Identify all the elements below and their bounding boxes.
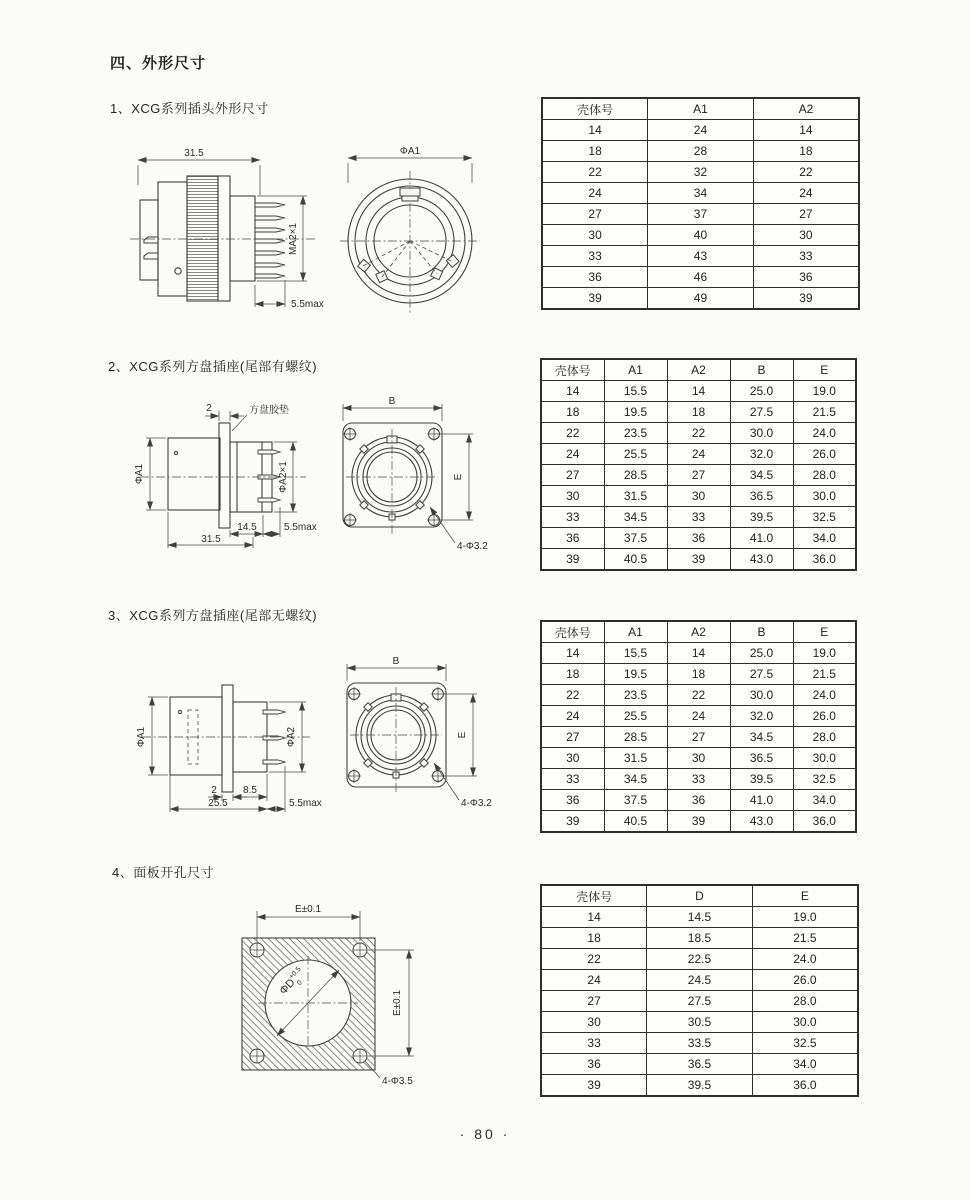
table-cell: 22.5: [647, 949, 753, 970]
table-cell: 27: [753, 204, 859, 225]
table-cell: 39: [541, 811, 604, 833]
table-cell: 30.5: [647, 1012, 753, 1033]
table-cell: 37: [648, 204, 754, 225]
table-cell: 40: [648, 225, 754, 246]
table-row: [542, 183, 859, 204]
column-header: B: [730, 621, 793, 643]
table-cell: 18: [541, 402, 604, 423]
table-row: [541, 949, 858, 970]
table-row: [541, 402, 856, 423]
column-header: D: [647, 885, 753, 907]
dim-mid-length: 14.5: [237, 522, 257, 533]
column-header: A2: [667, 621, 730, 643]
table-cell: 22: [753, 162, 859, 183]
table-cell: 18: [542, 141, 648, 162]
table-cell: 27.5: [647, 991, 753, 1012]
dim-tail: 5.5max: [291, 299, 324, 310]
dim-tail: 5.5max: [289, 798, 322, 809]
table-cell: 18: [541, 664, 604, 685]
dim-dia-a1: ΦA1: [134, 463, 145, 485]
table-cell: 24.0: [793, 685, 856, 706]
table-cell: 26.0: [752, 970, 858, 991]
table-row: [541, 549, 856, 571]
table-cell: 19.0: [793, 381, 856, 402]
column-header: 壳体号: [541, 621, 604, 643]
dim-total-length: 31.5: [184, 148, 204, 159]
table-cell: 32.5: [752, 1033, 858, 1054]
table-cell: 18: [753, 141, 859, 162]
table-row: [541, 486, 856, 507]
column-header: A2: [667, 359, 730, 381]
table-cell: 33.5: [647, 1033, 753, 1054]
table-row: [541, 643, 856, 664]
table-cell: 26.0: [793, 706, 856, 727]
table-cell: 22: [541, 423, 604, 444]
dim-flange-width: B: [392, 656, 400, 667]
table-cell: 27: [667, 465, 730, 486]
mount-holes-label: 4-Φ3.5: [382, 1076, 413, 1087]
table-row: [541, 444, 856, 465]
table-cell: 33: [541, 769, 604, 790]
table-cell: 41.0: [730, 528, 793, 549]
table-cell: 31.5: [604, 748, 667, 769]
table-row: [541, 1033, 858, 1054]
table-cell: 22: [541, 949, 647, 970]
table-cell: 21.5: [793, 402, 856, 423]
table-cell: 46: [648, 267, 754, 288]
table-row: [541, 685, 856, 706]
table-row: [542, 204, 859, 225]
table-cell: 34.5: [604, 769, 667, 790]
table-cell: 39.5: [730, 769, 793, 790]
table-cell: 27.5: [730, 664, 793, 685]
table-cell: 36.0: [752, 1075, 858, 1097]
table-cell: 26.0: [793, 444, 856, 465]
table-cell: 30: [753, 225, 859, 246]
table-row: [541, 465, 856, 486]
table-cell: 18: [667, 664, 730, 685]
table-row: [542, 288, 859, 310]
table-cell: 37.5: [604, 790, 667, 811]
table-row: [541, 790, 856, 811]
column-header: E: [793, 359, 856, 381]
table-row: [541, 991, 858, 1012]
column-header: A2: [753, 98, 859, 120]
table-cell: 25.5: [604, 706, 667, 727]
table-row: [541, 907, 858, 928]
section-1-heading: 1、XCG系列插头外形尺寸: [110, 101, 269, 116]
table-row: [541, 970, 858, 991]
table-cell: 23.5: [604, 685, 667, 706]
panel-cutout-dimensions-table: [540, 884, 859, 1097]
table-cell: 30: [667, 486, 730, 507]
table-cell: 21.5: [752, 928, 858, 949]
column-header: E: [752, 885, 858, 907]
table-cell: 43.0: [730, 811, 793, 833]
plug-dimensions-table: [541, 97, 860, 310]
table-cell: 37.5: [604, 528, 667, 549]
table-cell: 28.0: [793, 465, 856, 486]
table-row: [542, 141, 859, 162]
table-row: [541, 528, 856, 549]
table-cell: 30.0: [730, 423, 793, 444]
dim-e-top: E±0.1: [294, 904, 322, 915]
table-cell: 39.5: [647, 1075, 753, 1097]
table-cell: 36.5: [730, 748, 793, 769]
table-cell: 19.0: [793, 643, 856, 664]
table-row: [541, 727, 856, 748]
table-header-row: [542, 98, 859, 120]
table-row: [541, 664, 856, 685]
table-row: [542, 162, 859, 183]
table-cell: 24: [753, 183, 859, 204]
dim-mid-length: 8.5: [243, 785, 257, 796]
table-cell: 27: [542, 204, 648, 225]
table-cell: 24: [648, 120, 754, 141]
table-cell: 34.5: [730, 465, 793, 486]
table-cell: 28.0: [793, 727, 856, 748]
table-header-row: [541, 621, 856, 643]
table-cell: 24: [541, 706, 604, 727]
table-cell: 32.0: [730, 444, 793, 465]
table-cell: 39.5: [730, 507, 793, 528]
dim-dia-a1: ΦA1: [136, 726, 147, 748]
dim-dia-a2: ΦA2×1: [278, 461, 289, 493]
table-cell: 25.5: [604, 444, 667, 465]
mount-holes-label: 4-Φ3.2: [457, 541, 488, 552]
section-3-heading: 3、XCG系列方盘插座(尾部无螺纹): [108, 608, 318, 623]
table-cell: 40.5: [604, 549, 667, 571]
table-cell: 39: [542, 288, 648, 310]
table-row: [541, 748, 856, 769]
dim-total-length: 31.5: [201, 534, 221, 545]
threaded-socket-dimensions-table: [540, 358, 857, 571]
table-cell: 24: [541, 444, 604, 465]
table-cell: 39: [667, 549, 730, 571]
flange-socket-plain-drawing: [110, 640, 530, 825]
dim-gasket-thickness: 2: [211, 785, 217, 796]
page-title: 四、外形尺寸: [110, 55, 207, 72]
table-cell: 36: [542, 267, 648, 288]
table-cell: 18.5: [647, 928, 753, 949]
table-cell: 33: [753, 246, 859, 267]
table-row: [541, 507, 856, 528]
table-cell: 36.5: [730, 486, 793, 507]
dim-total-length: 25.5: [208, 798, 228, 809]
table-cell: 19.5: [604, 402, 667, 423]
table-cell: 24: [667, 444, 730, 465]
table-cell: 27: [541, 991, 647, 1012]
table-cell: 32.5: [793, 507, 856, 528]
table-row: [541, 1012, 858, 1033]
table-cell: 33: [541, 1033, 647, 1054]
table-cell: 33: [542, 246, 648, 267]
table-cell: 19.0: [752, 907, 858, 928]
table-cell: 24: [667, 706, 730, 727]
table-cell: 36.0: [793, 811, 856, 833]
table-cell: 30: [667, 748, 730, 769]
page-number: · 80 ·: [459, 1126, 511, 1142]
table-cell: 36.5: [647, 1054, 753, 1075]
table-cell: 34.0: [793, 790, 856, 811]
table-cell: 22: [541, 685, 604, 706]
table-cell: 27: [541, 727, 604, 748]
table-cell: 25.0: [730, 381, 793, 402]
table-cell: 19.5: [604, 664, 667, 685]
table-row: [541, 381, 856, 402]
table-cell: 39: [667, 811, 730, 833]
table-row: [541, 423, 856, 444]
dim-dia-a1: ΦA1: [399, 146, 421, 157]
table-cell: 36: [667, 790, 730, 811]
table-cell: 28.5: [604, 727, 667, 748]
gasket-label: 方盘胶垫: [249, 405, 289, 416]
dim-hole-spacing: E: [457, 731, 468, 739]
table-cell: 24.0: [793, 423, 856, 444]
table-cell: 14: [667, 643, 730, 664]
table-cell: 27: [667, 727, 730, 748]
plug-outline-drawing: [110, 133, 530, 323]
table-cell: 34.0: [793, 528, 856, 549]
flange-socket-threaded-drawing: [110, 395, 530, 570]
column-header: A1: [604, 621, 667, 643]
table-cell: 28.0: [752, 991, 858, 1012]
dim-dia-d: $\Phi D^{+0.5}0$: [277, 965, 304, 998]
table-cell: 41.0: [730, 790, 793, 811]
table-cell: 32: [648, 162, 754, 183]
column-header: 壳体号: [541, 885, 647, 907]
table-cell: 14: [541, 907, 647, 928]
dim-hole-spacing: E: [453, 473, 464, 481]
table-cell: 14: [753, 120, 859, 141]
table-cell: 40.5: [604, 811, 667, 833]
table-cell: 28.5: [604, 465, 667, 486]
table-cell: 33: [667, 769, 730, 790]
table-header-row: [541, 359, 856, 381]
dim-e-right: E±0.1: [392, 989, 403, 1017]
column-header: B: [730, 359, 793, 381]
table-cell: 39: [753, 288, 859, 310]
table-cell: 34: [648, 183, 754, 204]
table-cell: 36: [541, 1054, 647, 1075]
table-cell: 15.5: [604, 643, 667, 664]
table-cell: 31.5: [604, 486, 667, 507]
table-cell: 36: [541, 528, 604, 549]
table-cell: 15.5: [604, 381, 667, 402]
table-cell: 36.0: [793, 549, 856, 571]
table-cell: 32.5: [793, 769, 856, 790]
section-2-heading: 2、XCG系列方盘插座(尾部有螺纹): [108, 359, 318, 374]
table-cell: 21.5: [793, 664, 856, 685]
table-row: [542, 225, 859, 246]
section-4-heading: 4、面板开孔尺寸: [112, 865, 215, 880]
dim-gasket-thickness: 2: [206, 403, 212, 414]
table-cell: 14: [541, 381, 604, 402]
table-cell: 36: [753, 267, 859, 288]
table-cell: 18: [667, 402, 730, 423]
table-cell: 14: [667, 381, 730, 402]
dim-flange-width: B: [388, 396, 396, 407]
dim-thread: MA2×1: [288, 223, 299, 255]
table-row: [542, 120, 859, 141]
table-cell: 25.0: [730, 643, 793, 664]
column-header: A1: [648, 98, 754, 120]
table-cell: 43.0: [730, 549, 793, 571]
column-header: 壳体号: [542, 98, 648, 120]
table-row: [541, 1054, 858, 1075]
table-cell: 30.0: [752, 1012, 858, 1033]
table-cell: 39: [541, 549, 604, 571]
table-row: [541, 769, 856, 790]
table-cell: 49: [648, 288, 754, 310]
table-cell: 14: [541, 643, 604, 664]
table-cell: 23.5: [604, 423, 667, 444]
table-cell: 33: [541, 507, 604, 528]
table-cell: 30: [542, 225, 648, 246]
table-cell: 36: [667, 528, 730, 549]
table-cell: 34.0: [752, 1054, 858, 1075]
table-row: [541, 928, 858, 949]
table-row: [542, 267, 859, 288]
column-header: A1: [604, 359, 667, 381]
table-cell: 28: [648, 141, 754, 162]
table-cell: 22: [667, 685, 730, 706]
table-cell: 24.5: [647, 970, 753, 991]
table-cell: 34.5: [730, 727, 793, 748]
table-cell: 14.5: [647, 907, 753, 928]
table-cell: 24: [542, 183, 648, 204]
table-row: [542, 246, 859, 267]
table-cell: 43: [648, 246, 754, 267]
table-cell: 30.0: [793, 486, 856, 507]
table-cell: 30.0: [793, 748, 856, 769]
table-cell: 22: [667, 423, 730, 444]
table-cell: 36: [541, 790, 604, 811]
table-cell: 34.5: [604, 507, 667, 528]
table-cell: 33: [667, 507, 730, 528]
table-cell: 27: [541, 465, 604, 486]
table-cell: 14: [542, 120, 648, 141]
table-cell: 32.0: [730, 706, 793, 727]
table-cell: 30: [541, 748, 604, 769]
plain-socket-dimensions-table: [540, 620, 857, 833]
dim-tail: 5.5max: [284, 522, 317, 533]
table-cell: 30.0: [730, 685, 793, 706]
table-cell: 22: [542, 162, 648, 183]
table-cell: 30: [541, 1012, 647, 1033]
table-cell: 24: [541, 970, 647, 991]
table-row: [541, 1075, 858, 1097]
column-header: 壳体号: [541, 359, 604, 381]
table-row: [541, 706, 856, 727]
table-row: [541, 811, 856, 833]
table-cell: 30: [541, 486, 604, 507]
table-cell: 18: [541, 928, 647, 949]
table-cell: 39: [541, 1075, 647, 1097]
table-cell: 27.5: [730, 402, 793, 423]
panel-cutout-drawing: [200, 895, 530, 1105]
table-header-row: [541, 885, 858, 907]
mount-holes-label: 4-Φ3.2: [461, 798, 492, 809]
column-header: E: [793, 621, 856, 643]
table-cell: 24.0: [752, 949, 858, 970]
dim-dia-a2: ΦA2: [286, 726, 297, 748]
